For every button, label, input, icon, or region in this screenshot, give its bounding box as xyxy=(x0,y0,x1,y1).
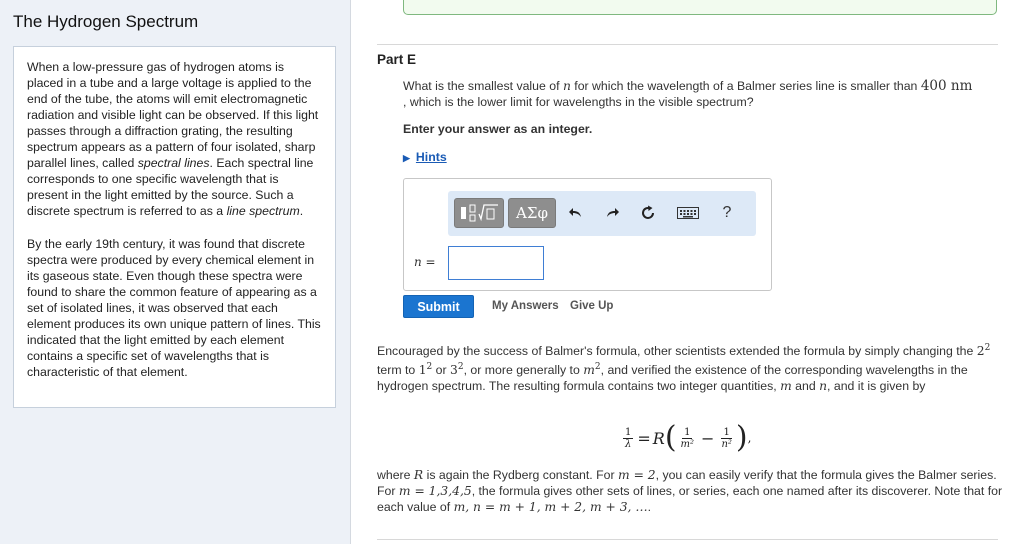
question-fragment: for which the wavelength of a Balmer series line is smaller than xyxy=(570,79,921,93)
text: , the formula gives other sets of lines, or series, each one named after its discoverer. Note that for each value of xyxy=(377,484,1003,514)
explanation-paragraph-2 xyxy=(377,467,1007,515)
intro-text: . Each spectral line corresponds to one specific wavelength that is present in the light emitted by the source. Such a discrete spectrum is referred to as a xyxy=(27,156,314,218)
question-fragment: What is the smallest value of xyxy=(403,79,563,93)
math-sup: 2 xyxy=(426,362,433,373)
intro-sidebar xyxy=(0,0,351,544)
denominator: m² xyxy=(680,438,695,450)
rydberg-formula xyxy=(621,418,751,458)
denominator: n² xyxy=(721,438,732,450)
math: 1 xyxy=(418,363,427,378)
math: m, n = m + 1, m + 2, m + 3, … xyxy=(453,500,648,514)
main-content xyxy=(351,0,1024,544)
help-button[interactable]: ? xyxy=(722,204,732,221)
variable-n: n xyxy=(562,79,571,93)
text: or xyxy=(432,363,451,378)
math-sup: 2 xyxy=(984,343,991,353)
give-up-button[interactable]: Give Up xyxy=(570,300,614,312)
wavelength-value: 400 nm xyxy=(920,78,973,94)
my-answers-button[interactable]: My Answers xyxy=(492,300,559,312)
previous-answer-box xyxy=(403,0,997,15)
symbols-button[interactable]: ΑΣφ xyxy=(508,198,556,228)
text: , you can easily verify that the formula gives the Balmer series. For xyxy=(377,468,997,498)
answer-label: n = xyxy=(414,255,436,269)
question-fragment: , which is the lower limit for wavelengths in the visible spectrum? xyxy=(403,95,754,109)
redo-icon[interactable] xyxy=(600,198,624,228)
math: m xyxy=(780,379,792,394)
text: Encouraged by the success of Balmer's formula, other scientists extended the formula by simply changing the xyxy=(377,344,977,359)
math-toolbar xyxy=(448,191,756,236)
numerator: 1 xyxy=(684,426,691,438)
rydberg-constant: R xyxy=(652,428,665,448)
math: 2 xyxy=(976,344,985,359)
text: , and verified the existence of the corresponding wavelengths in the hydrogen spectrum. The resulting formula contains two integer quantities, xyxy=(377,363,968,394)
math: n xyxy=(819,379,828,394)
explanation-paragraph-1 xyxy=(377,340,1007,394)
expand-triangle-icon: ▶ xyxy=(403,153,410,163)
math-sup: 2 xyxy=(457,362,464,373)
math: m xyxy=(583,363,595,378)
text: , and it is given by xyxy=(827,379,926,394)
minus-sign: − xyxy=(701,428,715,448)
intro-emphasis: line spectrum xyxy=(226,204,300,218)
keyboard-icon[interactable] xyxy=(674,198,702,228)
intro-text-box xyxy=(13,46,336,408)
fraction-1-over-n2 xyxy=(719,427,733,450)
text: . xyxy=(647,500,652,514)
math: R xyxy=(413,468,424,482)
fraction-1-over-m2 xyxy=(679,427,697,450)
reset-icon[interactable] xyxy=(636,198,660,228)
text: , or more generally to xyxy=(463,363,584,378)
text: is again the Rydberg constant. For xyxy=(423,468,618,482)
intro-text: . xyxy=(299,204,304,218)
math-sup: 2 xyxy=(594,362,601,373)
text: and xyxy=(791,379,820,394)
text: where xyxy=(377,468,414,482)
intro-text: When a low-pressure gas of hydrogen atoms is placed in a tube and a large voltage is applied to the end of the tube, the atoms will emit electromagnetic radiation and visible light can be observed. If this light passes through a diffraction grating, the resulting spectrum appears as a pattern of four isolated, sharp parallel lines, called xyxy=(27,60,319,170)
divider xyxy=(377,539,998,540)
equals-sign: = xyxy=(637,428,651,448)
math: m = 2 xyxy=(618,468,656,482)
intro-paragraph-1 xyxy=(27,59,322,219)
numerator: 1 xyxy=(625,426,632,438)
part-label: Part E xyxy=(377,52,417,67)
submit-button[interactable]: Submit xyxy=(403,295,474,318)
intro-emphasis: spectral lines xyxy=(137,156,210,170)
hints-label: Hints xyxy=(415,150,447,164)
hints-link[interactable] xyxy=(403,150,447,164)
divider xyxy=(377,44,998,45)
answer-instruction: Enter your answer as an integer. xyxy=(403,122,593,136)
page-title: The Hydrogen Spectrum xyxy=(13,12,199,31)
templates-icon[interactable] xyxy=(454,198,504,228)
math: 3 xyxy=(450,363,458,378)
math: m = 1,3,4,5 xyxy=(398,484,472,498)
comma: , xyxy=(747,431,752,445)
undo-icon[interactable] xyxy=(564,198,588,228)
right-paren: ) xyxy=(735,420,748,455)
denominator: λ xyxy=(625,438,632,450)
fraction-1-over-lambda xyxy=(623,427,633,450)
numerator: 1 xyxy=(723,426,730,438)
answer-panel xyxy=(403,178,772,291)
answer-input[interactable] xyxy=(448,246,544,280)
text: term to xyxy=(377,363,419,378)
question-text xyxy=(403,78,1003,110)
left-paren: ( xyxy=(664,420,677,455)
intro-paragraph-2: By the early 19th century, it was found that discrete spectra were produced by every chemical element in its gaseous state. Even though these spectra were found to share the common feature of appearing as a set of isolated lines, it was observed that each element produces its own unique pattern of lines. This indicated that the light emitted by each element contains a specific set of wavelengths that is characteristic of that element. xyxy=(27,237,321,379)
